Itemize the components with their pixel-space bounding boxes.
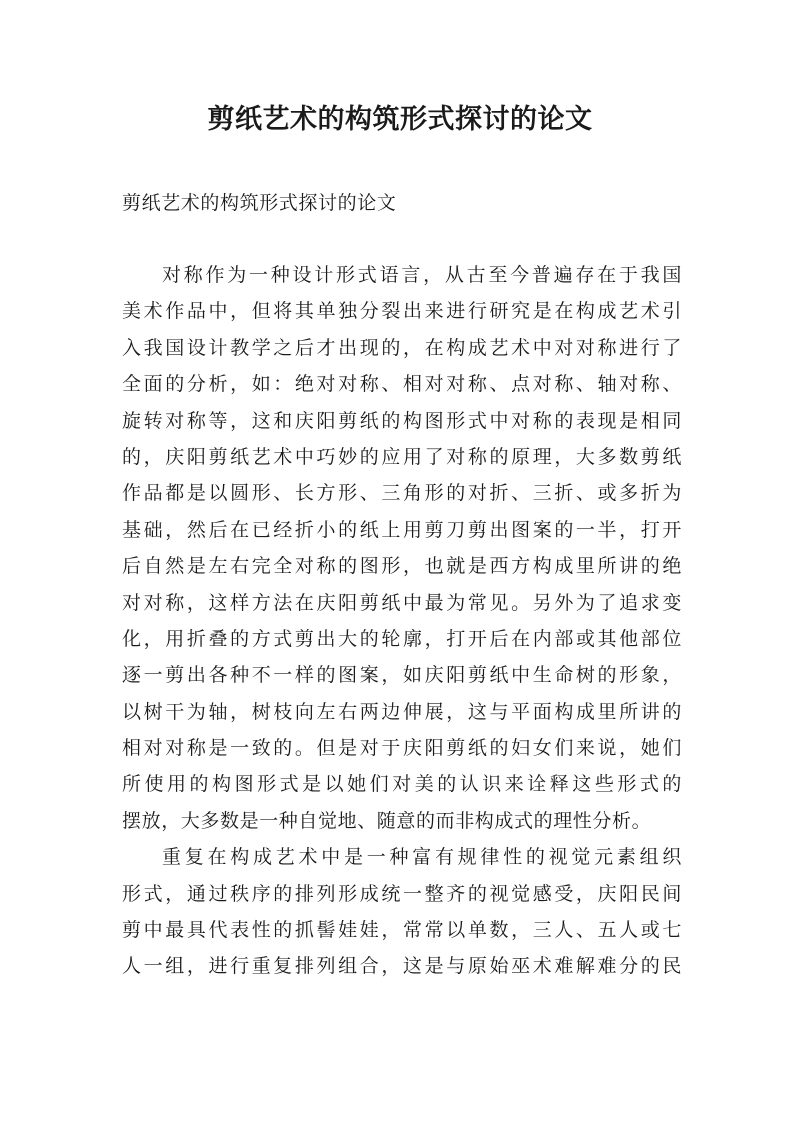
text-line: 旋转对称等，这和庆阳剪纸的构图形式中对称的表现是相同 xyxy=(122,409,682,432)
text-line: 摆放，大多数是一种自觉地、随意的而非构成式的理性分析。 xyxy=(122,809,652,832)
text-line: 形式，通过秩序的排列形成统一整齐的视觉感受，庆阳民间 xyxy=(122,882,682,905)
paragraph xyxy=(122,839,682,985)
paragraph-list xyxy=(122,257,682,985)
text-line: 的，庆阳剪纸艺术中巧妙的应用了对称的原理，大多数剪纸 xyxy=(122,445,682,468)
text-line: 以树干为轴，树枝向左右两边伸展，这与平面构成里所讲的 xyxy=(122,700,682,723)
text-line: 所使用的构图形式是以她们对美的认识来诠释这些形式的 xyxy=(122,773,682,796)
text-line: 入我国设计教学之后才出现的，在构成艺术中对对称进行了 xyxy=(122,336,682,359)
text-line: 逐一剪出各种不一样的图案，如庆阳剪纸中生命树的形象， xyxy=(122,664,682,687)
text-line: 重复在构成艺术中是一种富有规律性的视觉元素组织 xyxy=(162,846,682,869)
paragraph xyxy=(122,257,682,839)
document-title: 剪纸艺术的构筑形式探讨的论文 xyxy=(207,104,593,135)
text-line: 后自然是左右完全对称的图形，也就是西方构成里所讲的绝 xyxy=(122,555,682,578)
text-line: 作品都是以圆形、长方形、三角形的对折、三折、或多折为 xyxy=(122,482,682,505)
text-line: 相对对称是一致的。但是对于庆阳剪纸的妇女们来说，她们 xyxy=(122,737,682,760)
text-line: 剪中最具代表性的抓髻娃娃，常常以单数，三人、五人或七 xyxy=(122,919,682,942)
text-line: 全面的分析，如：绝对对称、相对对称、点对称、轴对称、 xyxy=(122,373,682,396)
document-subtitle: 剪纸艺术的构筑形式探讨的论文 xyxy=(122,192,397,214)
text-line: 基础，然后在已经折小的纸上用剪刀剪出图案的一半，打开 xyxy=(122,518,682,541)
text-line: 美术作品中，但将其单独分裂出来进行研究是在构成艺术引 xyxy=(122,300,682,323)
body-text xyxy=(122,257,682,985)
text-line: 对称作为一种设计形式语言，从古至今普遍存在于我国 xyxy=(162,264,682,286)
text-line: 对对称，这样方法在庆阳剪纸中最为常见。另外为了追求变 xyxy=(122,591,682,614)
text-line: 化，用折叠的方式剪出大的轮廓，打开后在内部或其他部位 xyxy=(122,627,682,650)
text-line: 人一组，进行重复排列组合，这是与原始巫术难解难分的民 xyxy=(122,955,682,978)
